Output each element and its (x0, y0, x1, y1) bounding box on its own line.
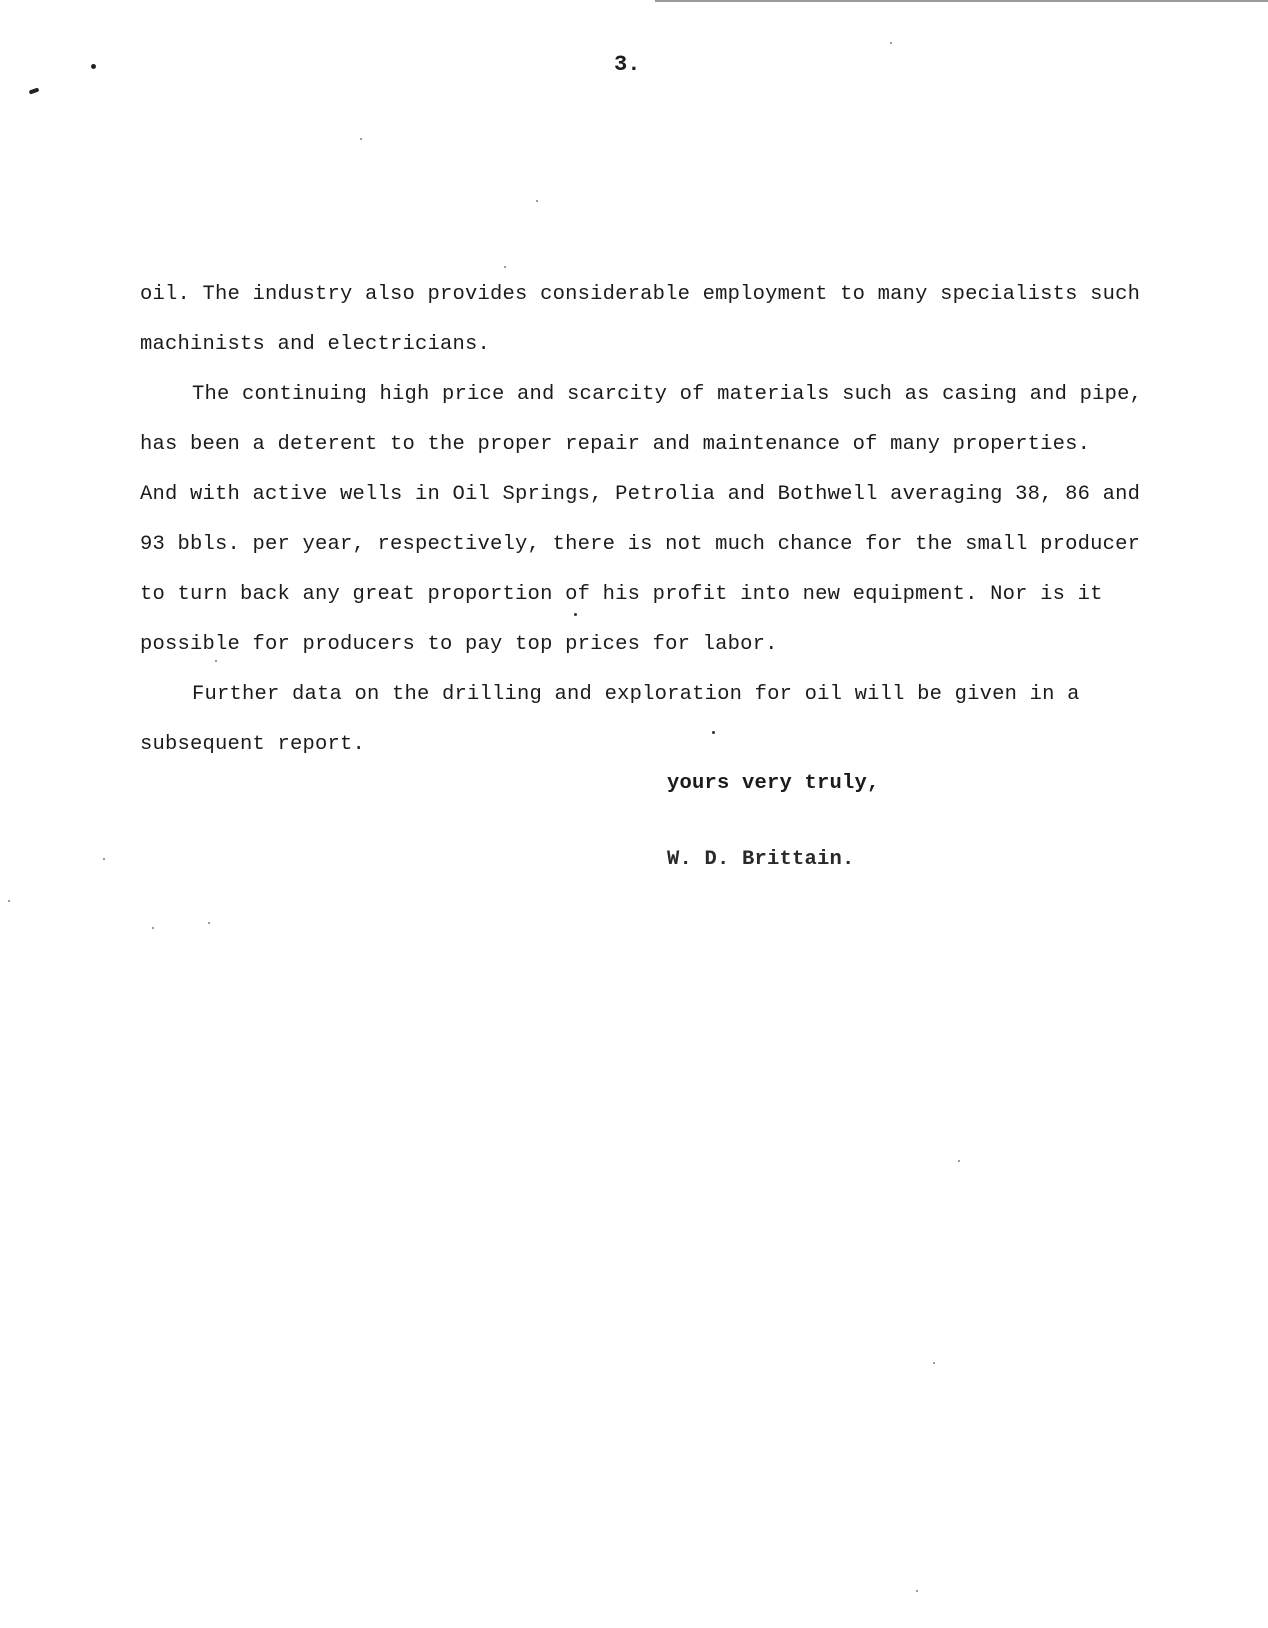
body-line: possible for producers to pay top prices for labor. (140, 633, 778, 656)
body-line: has been a deterent to the proper repair and maintenance of many properties. (140, 433, 1091, 456)
margin-dot-mark (91, 64, 96, 69)
body-line: to turn back any great proportion of his profit into new equipment. Nor is it (140, 583, 1103, 606)
paper-speck (208, 922, 210, 924)
signature: W. D. Brittain. (667, 848, 855, 871)
paper-speck (958, 1160, 960, 1162)
top-edge-line (655, 0, 1268, 2)
margin-dash-mark (29, 87, 40, 94)
paper-speck (916, 1590, 918, 1592)
paper-speck (712, 731, 715, 734)
paper-speck (8, 900, 10, 902)
paper-speck (152, 927, 154, 929)
page-number: 3. (614, 52, 641, 77)
body-line: oil. The industry also provides considerable employment to many specialists such (140, 283, 1141, 306)
body-line: And with active wells in Oil Springs, Petrolia and Bothwell averaging 38, 86 and (140, 483, 1141, 506)
paper-speck (890, 42, 892, 44)
body-line: machinists and electricians. (140, 333, 491, 356)
paper-speck (536, 200, 538, 202)
paper-speck (574, 613, 577, 616)
body-line: Further data on the drilling and exploration for oil will be given in a (192, 683, 1080, 706)
body-line: 93 bbls. per year, respectively, there is not much chance for the small producer (140, 533, 1141, 556)
paper-speck (504, 266, 506, 268)
paper-speck (103, 858, 105, 860)
letter-body (140, 270, 1143, 770)
body-line: The continuing high price and scarcity of materials such as casing and pipe, (192, 383, 1143, 406)
paper-speck (360, 138, 362, 140)
paper-speck (933, 1362, 935, 1364)
paper-speck (215, 660, 217, 662)
closing-salutation: yours very truly, (667, 772, 880, 795)
body-line: subsequent report. (140, 733, 366, 756)
